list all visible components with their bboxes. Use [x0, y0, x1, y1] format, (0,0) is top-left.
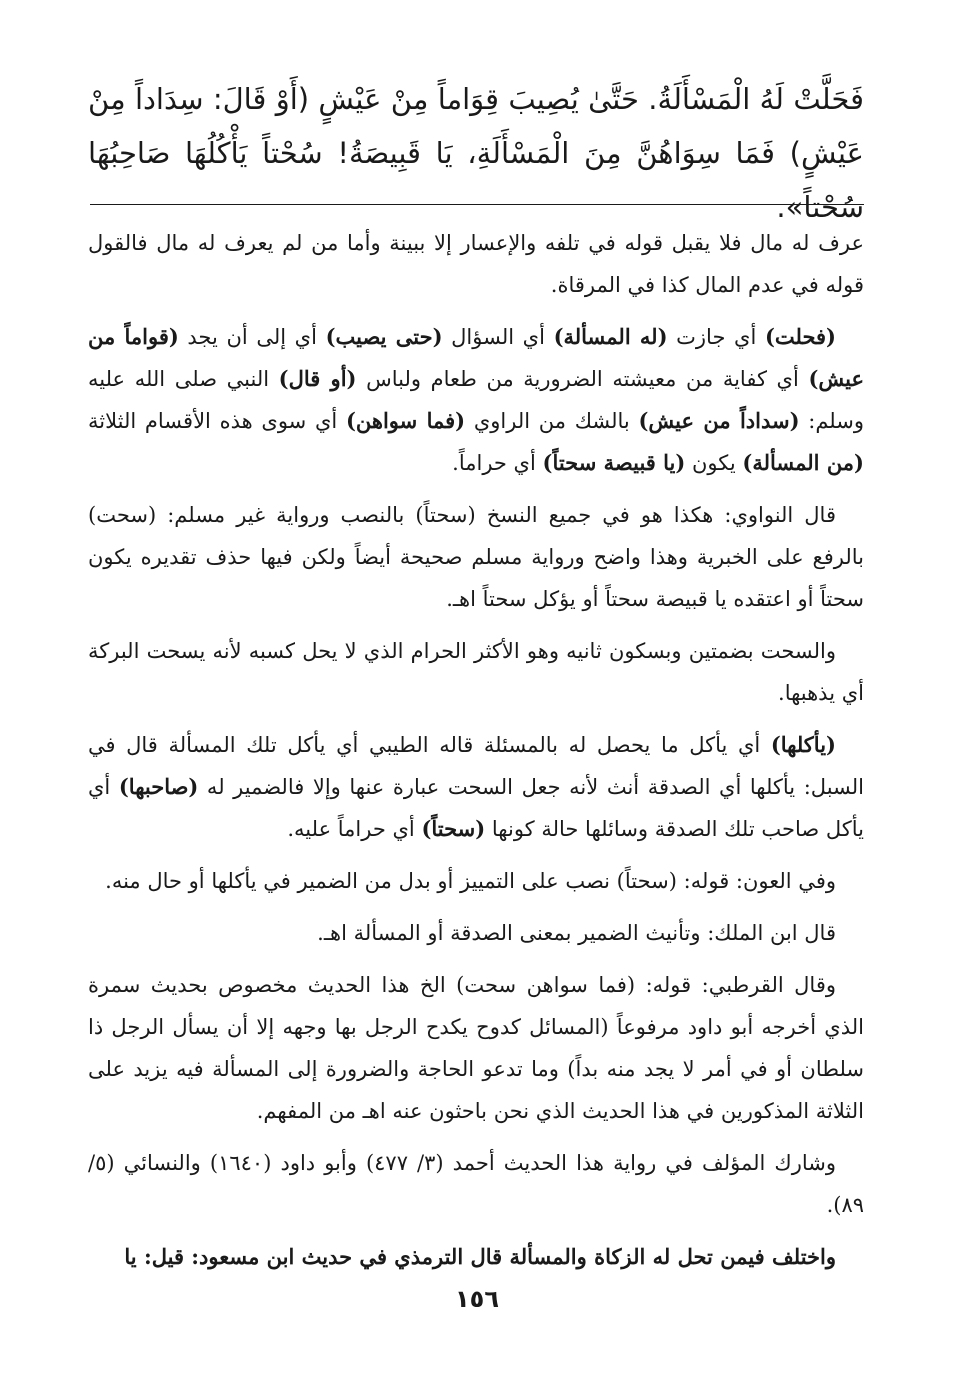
commentary-text: بالشك من الراوي	[465, 409, 639, 433]
commentary-text: أي حراماً.	[452, 451, 543, 475]
hadith-text: فَحَلَّتْ لَهُ الْمَسْأَلَةُ. حَتَّىٰ يُصِيبَ قِوَاماً مِنْ عَيْشٍ (أَوْ قَالَ: سِدَاداً مِنْ عَيْشٍ) فَمَا سِوَاهُنَّ مِنَ الْمَسْأَلَةِ، يَا قَبِيصَةُ! سُحْتاً يَأْكُلُهَا صَاحِبُهَا سُحْتاً».	[88, 82, 864, 224]
commentary-text: أي السؤال	[442, 325, 554, 349]
keyword-ya-qabisa: (يا قبيصة سحتاً)	[542, 450, 686, 475]
commentary-paragraph-8: وقال القرطبي: قوله: (فما سواهن سحت) الخ هذا الحديث مخصوص بحديث سمرة الذي أخرجه أبو داود مرفوعاً (المسائل كدوح يكدح الرجل بها وجهه إلا أن يسأل الرجل ذا سلطان أو في أمر لا يجد منه بداً) وما تدعو الحاجة والضرورة إلى المسألة فيه يزيد على الثلاثة المذكورين في هذا الحديث الذي نحن باحثون عنه اهـ من المفهم.	[88, 973, 865, 1123]
page-number: ١٥٦	[455, 1285, 499, 1313]
keyword-qiwaman: (قواماً من عيش)	[88, 324, 865, 391]
keyword-aw-qala: (أو قال)	[278, 366, 357, 391]
commentary-text: أي يأكل صاحب تلك الصدقة وسائلها حالة كونها	[88, 775, 864, 841]
keyword-sidadan: (سداداً من عيش)	[638, 408, 800, 433]
commentary-text: النبي صلى الله عليه وسلم:	[88, 367, 864, 433]
keyword-lahu-almasala: (له المسألة)	[553, 324, 668, 349]
commentary-text: أي إلى أن يجد	[178, 325, 326, 349]
footnote-separator	[90, 204, 864, 205]
commentary-paragraph-7: قال ابن الملك: وتأنيث الضمير بمعنى الصدقة أو المسألة اهـ.	[317, 921, 836, 945]
commentary-text: أي جازت	[667, 325, 765, 349]
commentary-paragraph-2	[88, 316, 864, 484]
commentary-block	[88, 222, 864, 1288]
commentary-text: يكون	[685, 451, 743, 475]
commentary-text: أي كفاية من معيشته الضرورية من طعام ولباس	[356, 367, 809, 391]
keyword-suhtan: (سحتاً)	[421, 816, 486, 841]
commentary-paragraph-3: قال النواوي: هكذا هو في جميع النسخ (سحتاً) بالنصب ورواية غير مسلم: (سحت) بالرفع على الخبرية وهذا واضح ورواية مسلم صحيحة أيضاً ولكن فيها حذف تقديره يكون سحتاً أو اعتقده يا قبيصة سحتاً أو يؤكل سحتاً اهـ.	[88, 503, 864, 611]
keyword-hatta-yusib: (حتى يصيب)	[325, 324, 443, 349]
commentary-paragraph-5	[88, 724, 864, 850]
commentary-text: أي حراماً عليه.	[287, 817, 422, 841]
keyword-yakuluha: (يأكلها)	[770, 732, 836, 757]
commentary-paragraph-4: والسحت بضمتين وبسكون ثانيه وهو الأكثر الحرام الذي لا يحل كسبه لأنه يسحت البركة أي يذهبها.	[88, 639, 864, 705]
keyword-min-almasala: (من المسألة)	[742, 450, 864, 475]
commentary-text: أي يأكل ما يحصل له بالمسئلة قاله الطيبي أي يأكل تلك المسألة قال في السبل: يأكلها أي الصدقة أنث لأنه جعل السحت عبارة عنها وإلا فالضمير له	[88, 733, 865, 799]
commentary-text: أي سوى هذه الأقسام الثلاثة	[88, 409, 346, 433]
commentary-paragraph-10: واختلف فيمن تحل له الزكاة والمسألة قال الترمذي في حديث ابن مسعود: قيل: يا	[124, 1244, 836, 1269]
hadith-text-block	[88, 72, 864, 234]
keyword-fama-siwahunna: (فما سواهن)	[345, 408, 466, 433]
keyword-sahibuha: (صاحبها)	[118, 774, 199, 799]
commentary-paragraph-6: وفي العون: قوله: (سحتاً) نصب على التمييز أو بدل من الضمير في يأكلها أو حال منه.	[105, 869, 836, 893]
commentary-paragraph-1: عرف له مال فلا يقبل قوله في تلفه والإعسار إلا ببينة وأما من لم يعرف له مال فالقول قوله في عدم المال كذا في المرقاة.	[88, 231, 864, 297]
commentary-paragraph-9: وشارك المؤلف في رواية هذا الحديث أحمد (٣/ ٤٧٧) وأبو داود (١٦٤٠) والنسائي (٥/ ٨٩).	[88, 1151, 864, 1217]
keyword-fahallat: (فحلت)	[764, 324, 836, 349]
